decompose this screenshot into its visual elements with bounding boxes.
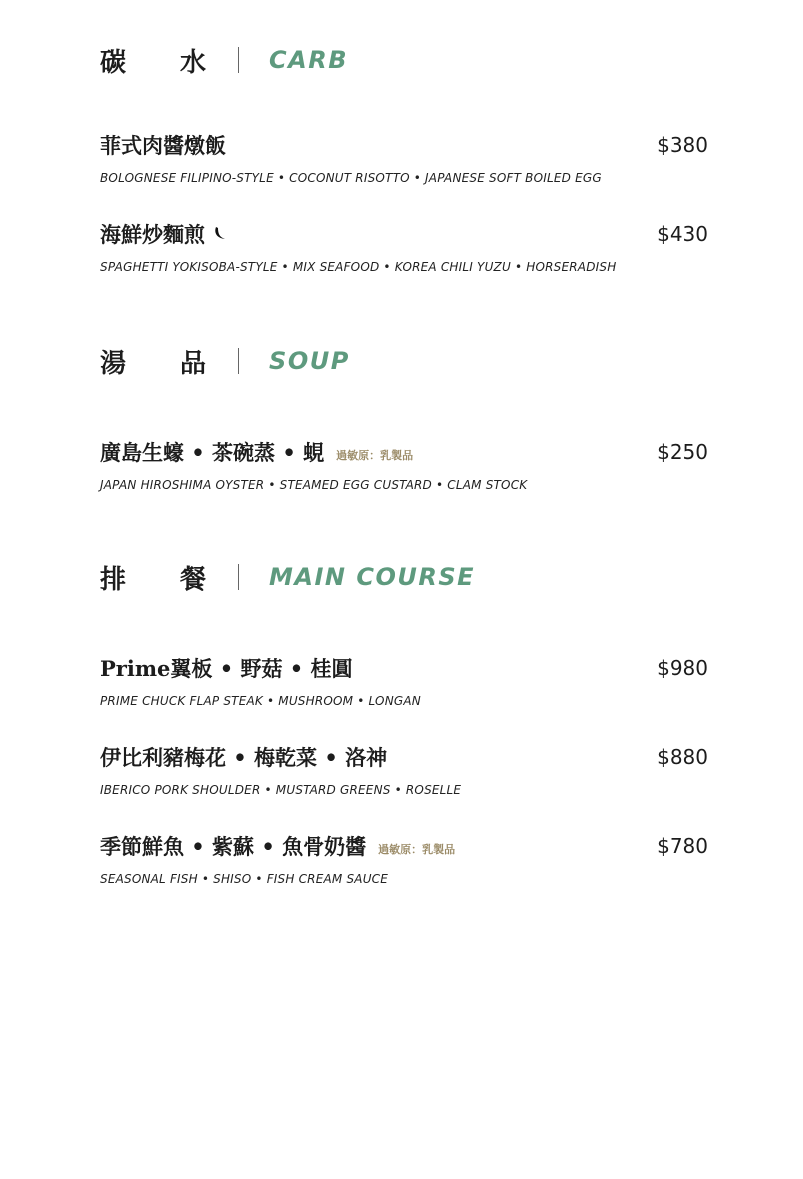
item-name-text: 伊比利豬梅花 • 梅乾菜 • 洛神 xyxy=(100,745,388,770)
menu-item xyxy=(100,745,708,797)
item-name-text: 廣島生蠔 • 茶碗蒸 • 蜆 xyxy=(100,440,325,465)
item-price: $380 xyxy=(657,133,708,157)
item-description: JAPAN HIROSHIMA OYSTER • STEAMED EGG CUSTARD • CLAM STOCK xyxy=(100,478,528,492)
item-name-text: 菲式肉醬燉飯 xyxy=(100,133,226,158)
section-header-main-course xyxy=(100,557,475,597)
allergen-note: 過敏原：乳製品 xyxy=(378,843,456,856)
item-name xyxy=(100,745,708,771)
allergen-note: 過敏原：乳製品 xyxy=(336,449,414,462)
item-price: $780 xyxy=(657,834,708,858)
section-title-char: 品 xyxy=(180,348,209,379)
title-divider xyxy=(238,564,239,590)
menu-item xyxy=(100,440,708,492)
menu-item xyxy=(100,133,708,185)
title-divider xyxy=(238,348,239,374)
item-name xyxy=(100,656,708,682)
item-description: BOLOGNESE FILIPINO-STYLE • COCONUT RISOTTO • JAPANESE SOFT BOILED EGG xyxy=(100,171,602,185)
item-price: $980 xyxy=(657,656,708,680)
menu-item xyxy=(100,222,708,274)
item-name-text: Prime翼板 • 野菇 • 桂圓 xyxy=(100,656,353,681)
section-title-zh xyxy=(100,42,208,79)
item-name xyxy=(100,133,708,159)
item-price: $250 xyxy=(657,440,708,464)
item-name xyxy=(100,834,708,860)
item-name-text: 季節鮮魚 • 紫蘇 • 魚骨奶醬 xyxy=(100,834,367,859)
section-title-char: 餐 xyxy=(180,564,209,595)
item-name xyxy=(100,222,708,248)
section-header-soup xyxy=(100,341,350,381)
section-title-char: 水 xyxy=(180,47,209,78)
item-name xyxy=(100,440,708,466)
section-title-char: 排 xyxy=(100,564,129,595)
item-price: $430 xyxy=(657,222,708,246)
section-title-char: 湯 xyxy=(100,348,129,379)
section-title-en: MAIN COURSE xyxy=(269,563,476,591)
section-title-zh xyxy=(100,343,208,380)
item-name-text: 海鮮炒麵煎 xyxy=(100,222,205,247)
item-price: $880 xyxy=(657,745,708,769)
menu-item xyxy=(100,656,708,708)
section-header-carb xyxy=(100,40,348,80)
item-description: SEASONAL FISH • SHISO • FISH CREAM SAUCE xyxy=(100,872,389,886)
menu-item xyxy=(100,834,708,886)
section-title-char: 碳 xyxy=(100,47,129,78)
title-divider xyxy=(238,47,239,73)
section-title-en: SOUP xyxy=(269,347,350,375)
section-title-en: CARB xyxy=(269,46,348,74)
item-description: SPAGHETTI YOKISOBA-STYLE • MIX SEAFOOD • KOREA CHILI YUZU • HORSERADISH xyxy=(100,260,617,274)
section-title-zh xyxy=(100,559,208,596)
chili-pepper-icon xyxy=(213,223,227,249)
item-description: IBERICO PORK SHOULDER • MUSTARD GREENS • ROSELLE xyxy=(100,783,462,797)
item-description: PRIME CHUCK FLAP STEAK • MUSHROOM • LONGAN xyxy=(100,694,421,708)
